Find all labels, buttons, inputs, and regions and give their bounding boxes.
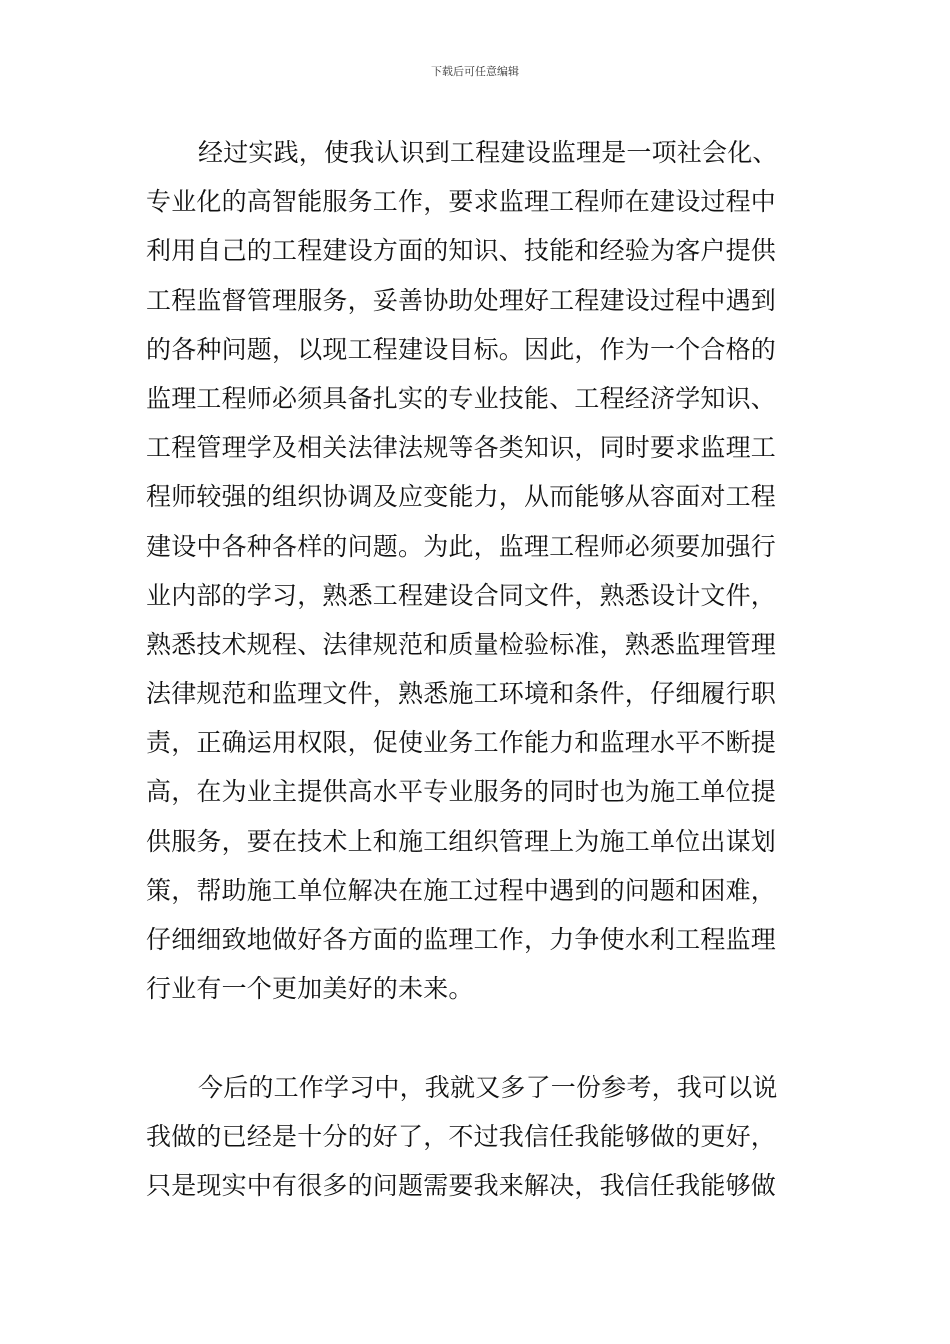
paragraph-line: 监理工程师必须具备扎实的专业技能、工程经济学知识、: [146, 383, 777, 413]
paragraph-line: 高，在为业主提供高水平专业服务的同时也为施工单位提: [146, 777, 777, 807]
paragraph-line: 经过实践，使我认识到工程建设监理是一项社会化、: [198, 138, 778, 167]
paragraph-line: 仔细细致地做好各方面的监理工作，力争使水利工程监理: [146, 925, 777, 954]
paragraph-line: 工程监督管理服务，妥善协助处理好工程建设过程中遇到: [146, 285, 777, 315]
paragraph-line: 责，正确运用权限，促使业务工作能力和监理水平不断提: [146, 728, 777, 758]
paragraph-line: 供服务，要在技术上和施工组织管理上为施工单位出谋划: [146, 826, 777, 856]
paragraph-line: 程师较强的组织协调及应变能力，从而能够从容面对工程: [146, 482, 777, 512]
paragraph-line: 法律规范和监理文件，熟悉施工环境和条件，仔细履行职: [146, 679, 777, 709]
paragraph-line: 策，帮助施工单位解决在施工过程中遇到的问题和困难，: [146, 875, 777, 905]
paragraph: [146, 1063, 806, 1211]
paragraph: [146, 128, 806, 1013]
paragraph-line: 行业有一个更加美好的未来。: [146, 974, 474, 1004]
paragraph-line: 工程管理学及相关法律法规等各类知识，同时要求监理工: [146, 433, 777, 463]
paragraph-line: 只是现实中有很多的问题需要我来解决，我信任我能够做: [146, 1170, 777, 1200]
document-body: [146, 128, 806, 1210]
page-header: 下载后可任意编辑: [431, 65, 519, 78]
paragraph-line: 的各种问题，以现工程建设目标。因此，作为一个合格的: [146, 334, 777, 364]
paragraph-line: 专业化的高智能服务工作，要求监理工程师在建设过程中: [146, 187, 777, 217]
paragraph-spacer: [146, 1013, 806, 1062]
paragraph-line: 业内部的学习，熟悉工程建设合同文件，熟悉设计文件，: [146, 580, 777, 610]
paragraph-line: 利用自己的工程建设方面的知识、技能和经验为客户提供: [146, 236, 777, 266]
paragraph-line: 建设中各种各样的问题。为此，监理工程师必须要加强行: [146, 531, 777, 561]
paragraph-line: 我做的已经是十分的好了，不过我信任我能够做的更好，: [146, 1121, 777, 1151]
paragraph-line: 熟悉技术规程、法律规范和质量检验标准，熟悉监理管理: [146, 629, 777, 659]
paragraph-line: 今后的工作学习中，我就又多了一份参考，我可以说: [198, 1072, 778, 1102]
